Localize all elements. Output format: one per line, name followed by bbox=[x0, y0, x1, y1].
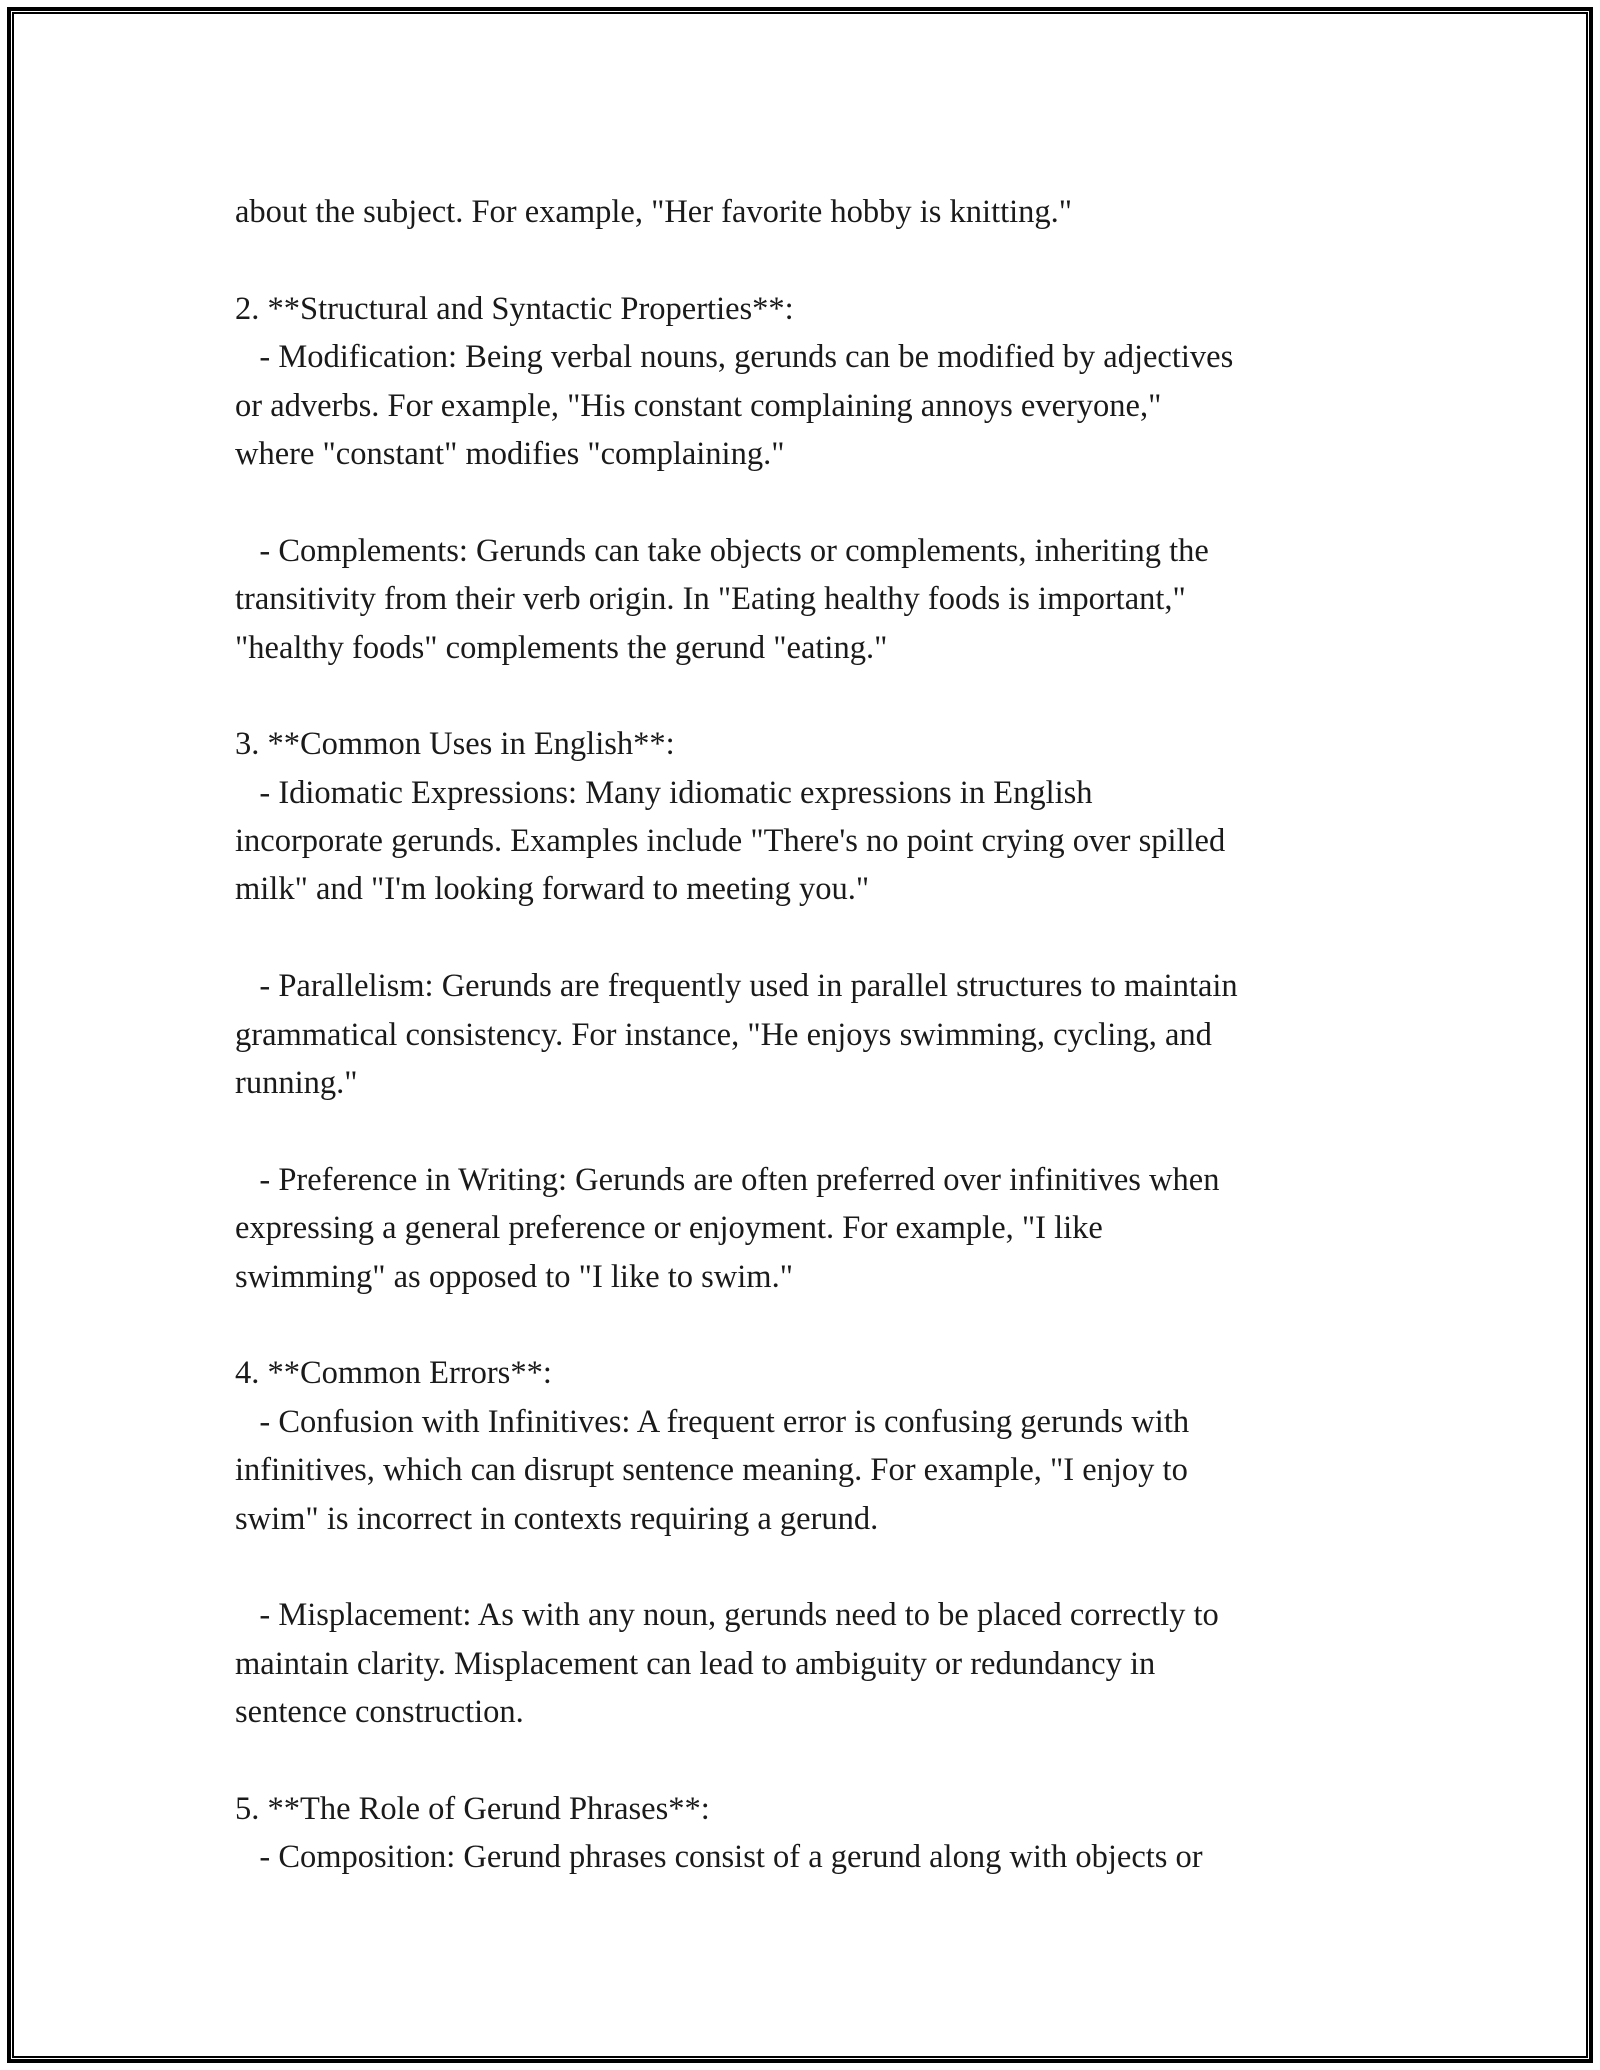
text-line: 3. **Common Uses in English**: bbox=[235, 726, 675, 763]
blank-line bbox=[235, 672, 1385, 720]
text-line: - Misplacement: As with any noun, gerunds need to be placed correctly to bbox=[235, 1597, 1219, 1634]
text-line: incorporate gerunds. Examples include "There's no point crying over spilled bbox=[235, 823, 1226, 860]
text-line: grammatical consistency. For instance, "He enjoys swimming, cycling, and bbox=[235, 1016, 1212, 1053]
text-line: "healthy foods" complements the gerund "eating." bbox=[235, 629, 888, 666]
text-line: 2. **Structural and Syntactic Properties**: bbox=[235, 290, 794, 327]
text-line: about the subject. For example, "Her favorite hobby is knitting." bbox=[235, 194, 1073, 230]
text-line: running." bbox=[235, 1065, 358, 1102]
text-line: where "constant" modifies "complaining." bbox=[235, 435, 785, 472]
text-line: 4. **Common Errors**: bbox=[235, 1355, 552, 1392]
blank-line bbox=[235, 1737, 1385, 1785]
blank-line bbox=[235, 1543, 1385, 1591]
text-line: expressing a general preference or enjoyment. For example, "I like bbox=[235, 1210, 1103, 1247]
text-line: maintain clarity. Misplacement can lead to ambiguity or redundancy in bbox=[235, 1645, 1156, 1682]
blank-line bbox=[235, 478, 1385, 526]
text-line: - Modification: Being verbal nouns, gerunds can be modified by adjectives bbox=[235, 339, 1234, 376]
text-line: or adverbs. For example, "His constant complaining annoys everyone," bbox=[235, 387, 1162, 424]
text-line: swim" is incorrect in contexts requiring a gerund. bbox=[235, 1500, 879, 1537]
blank-line bbox=[235, 1301, 1385, 1349]
text-line: - Idiomatic Expressions: Many idiomatic expressions in English bbox=[235, 774, 1093, 811]
document-body bbox=[235, 188, 1385, 1882]
text-line: - Preference in Writing: Gerunds are often preferred over infinitives when bbox=[235, 1161, 1220, 1198]
text-line: infinitives, which can disrupt sentence meaning. For example, "I enjoy to bbox=[235, 1452, 1188, 1489]
text-line: sentence construction. bbox=[235, 1694, 524, 1731]
text-line: - Composition: Gerund phrases consist of a gerund along with objects or bbox=[235, 1839, 1203, 1876]
text-line: swimming" as opposed to "I like to swim." bbox=[235, 1258, 793, 1295]
text-line: transitivity from their verb origin. In "Eating healthy foods is important," bbox=[235, 581, 1186, 618]
text-line: - Parallelism: Gerunds are frequently used in parallel structures to maintain bbox=[235, 968, 1238, 1005]
text-line: - Confusion with Infinitives: A frequent error is confusing gerunds with bbox=[235, 1403, 1190, 1440]
blank-line bbox=[235, 1107, 1385, 1155]
blank-line bbox=[235, 236, 1385, 284]
text-line: milk" and "I'm looking forward to meeting you." bbox=[235, 871, 870, 908]
text-line: - Complements: Gerunds can take objects or complements, inheriting the bbox=[235, 532, 1209, 569]
blank-line bbox=[235, 914, 1385, 962]
text-line: 5. **The Role of Gerund Phrases**: bbox=[235, 1790, 710, 1827]
